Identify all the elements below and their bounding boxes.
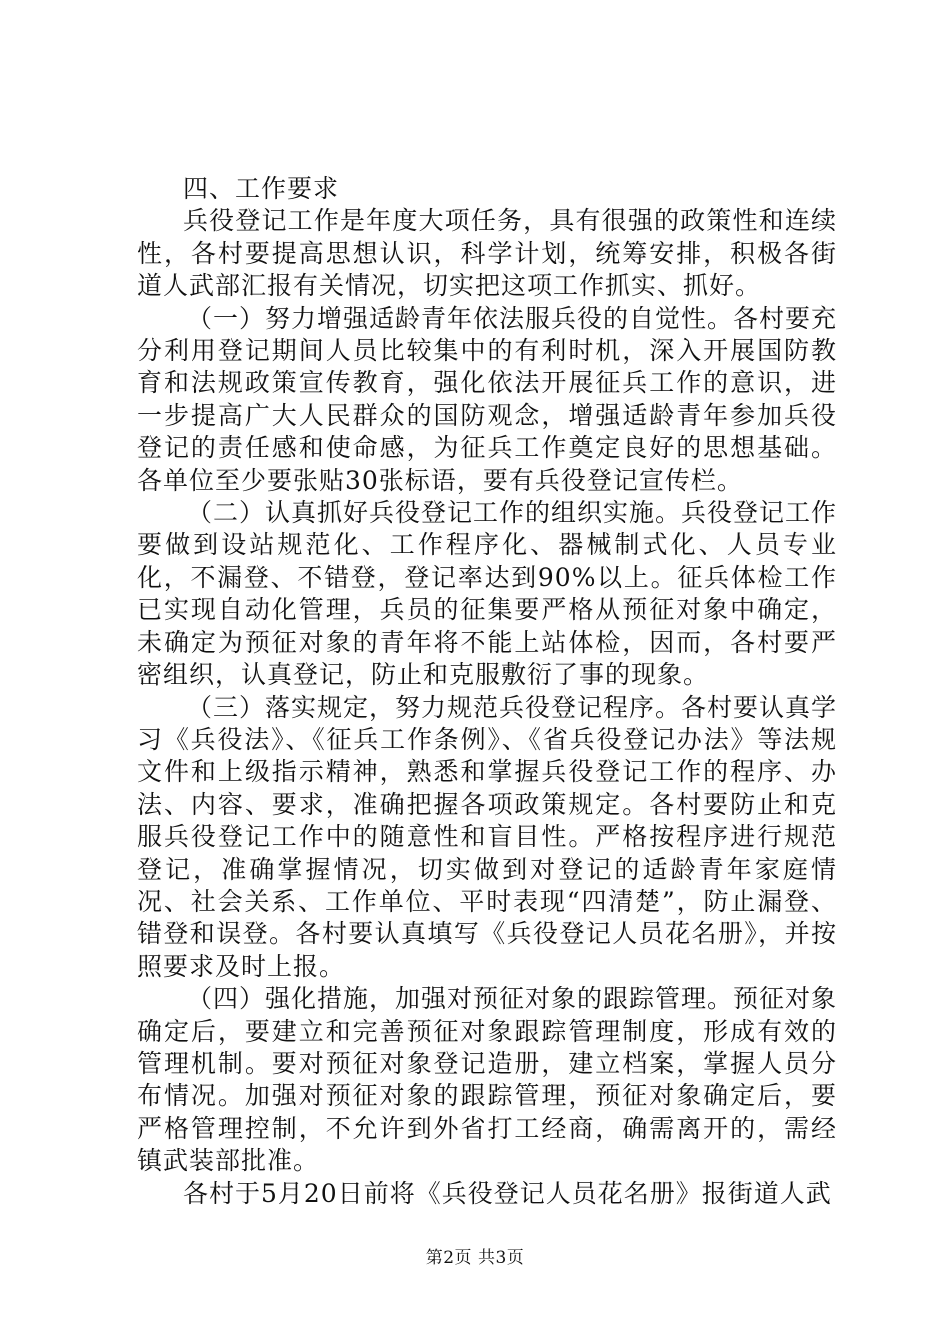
- paragraph-intro: 兵役登记工作是年度大项任务，具有很强的政策性和连续性，各村要提高思想认识，科学计划，统筹安排，积极各街道人武部汇报有关情况，切实把这项工作抓实、抓好。: [137, 206, 837, 301]
- section-heading: 四、工作要求: [183, 174, 340, 203]
- page-footer: [0, 1243, 950, 1268]
- paragraph-item-4: （四）强化措施，加强对预征对象的跟踪管理。预征对象确定后，要建立和完善预征对象跟踪管理制度，形成有效的管理机制。要对预征对象登记造册，建立档案，掌握人员分布情况。加强对预征对象的跟踪管理，预征对象确定后，要严格管理控制，不允许到外省打工经商，确需离开的，需经镇武装部批准。: [137, 984, 838, 1176]
- paragraph-deadline: 各村于5月20日前将《兵役登记人员花名册》报街道人武: [183, 1178, 832, 1208]
- paragraph-item-3: （三）落实规定，努力规范兵役登记程序。各村要认真学习《兵役法》、《征兵工作条例》、《省兵役登记办法》等法规文件和上级指示精神，熟悉和掌握兵役登记工作的程序、办法、内容、要求，准确把握各项政策规定。各村要防止和克服兵役登记工作中的随意性和盲目性。严格按程序进行规范登记，准确掌握情况，切实做到对登记的适龄青年家庭情况、社会关系、工作单位、平时表现“四清楚”，防止漏登、错登和误登。各村要认真填写《兵役登记人员花名册》，并按照要求及时上报。: [137, 692, 838, 981]
- paragraph-item-2: （二）认真抓好兵役登记工作的组织实施。兵役登记工作要做到设站规范化、工作程序化、器械制式化、人员专业化，不漏登、不错登，登记率达到90%以上。征兵体检工作已实现自动化管理，兵员的征集要严格从预征对象中确定，未确定为预征对象的青年将不能上站体检，因而，各村要严密组织，认真登记，防止和克服敷衍了事的现象。: [137, 498, 838, 690]
- page-number-label: 第2页 共3页: [425, 1248, 525, 1268]
- paragraph-item-1: （一）努力增强适龄青年依法服兵役的自觉性。各村要充分利用登记期间人员比较集中的有利时机，深入开展国防教育和法规政策宣传教育，强化依法开展征兵工作的意识，进一步提高广大人民群众的国防观念，增强适龄青年参加兵役登记的责任感和使命感，为征兵工作奠定良好的思想基础。各单位至少要张贴30张标语，要有兵役登记宣传栏。: [137, 303, 838, 495]
- document-body: [137, 173, 837, 1210]
